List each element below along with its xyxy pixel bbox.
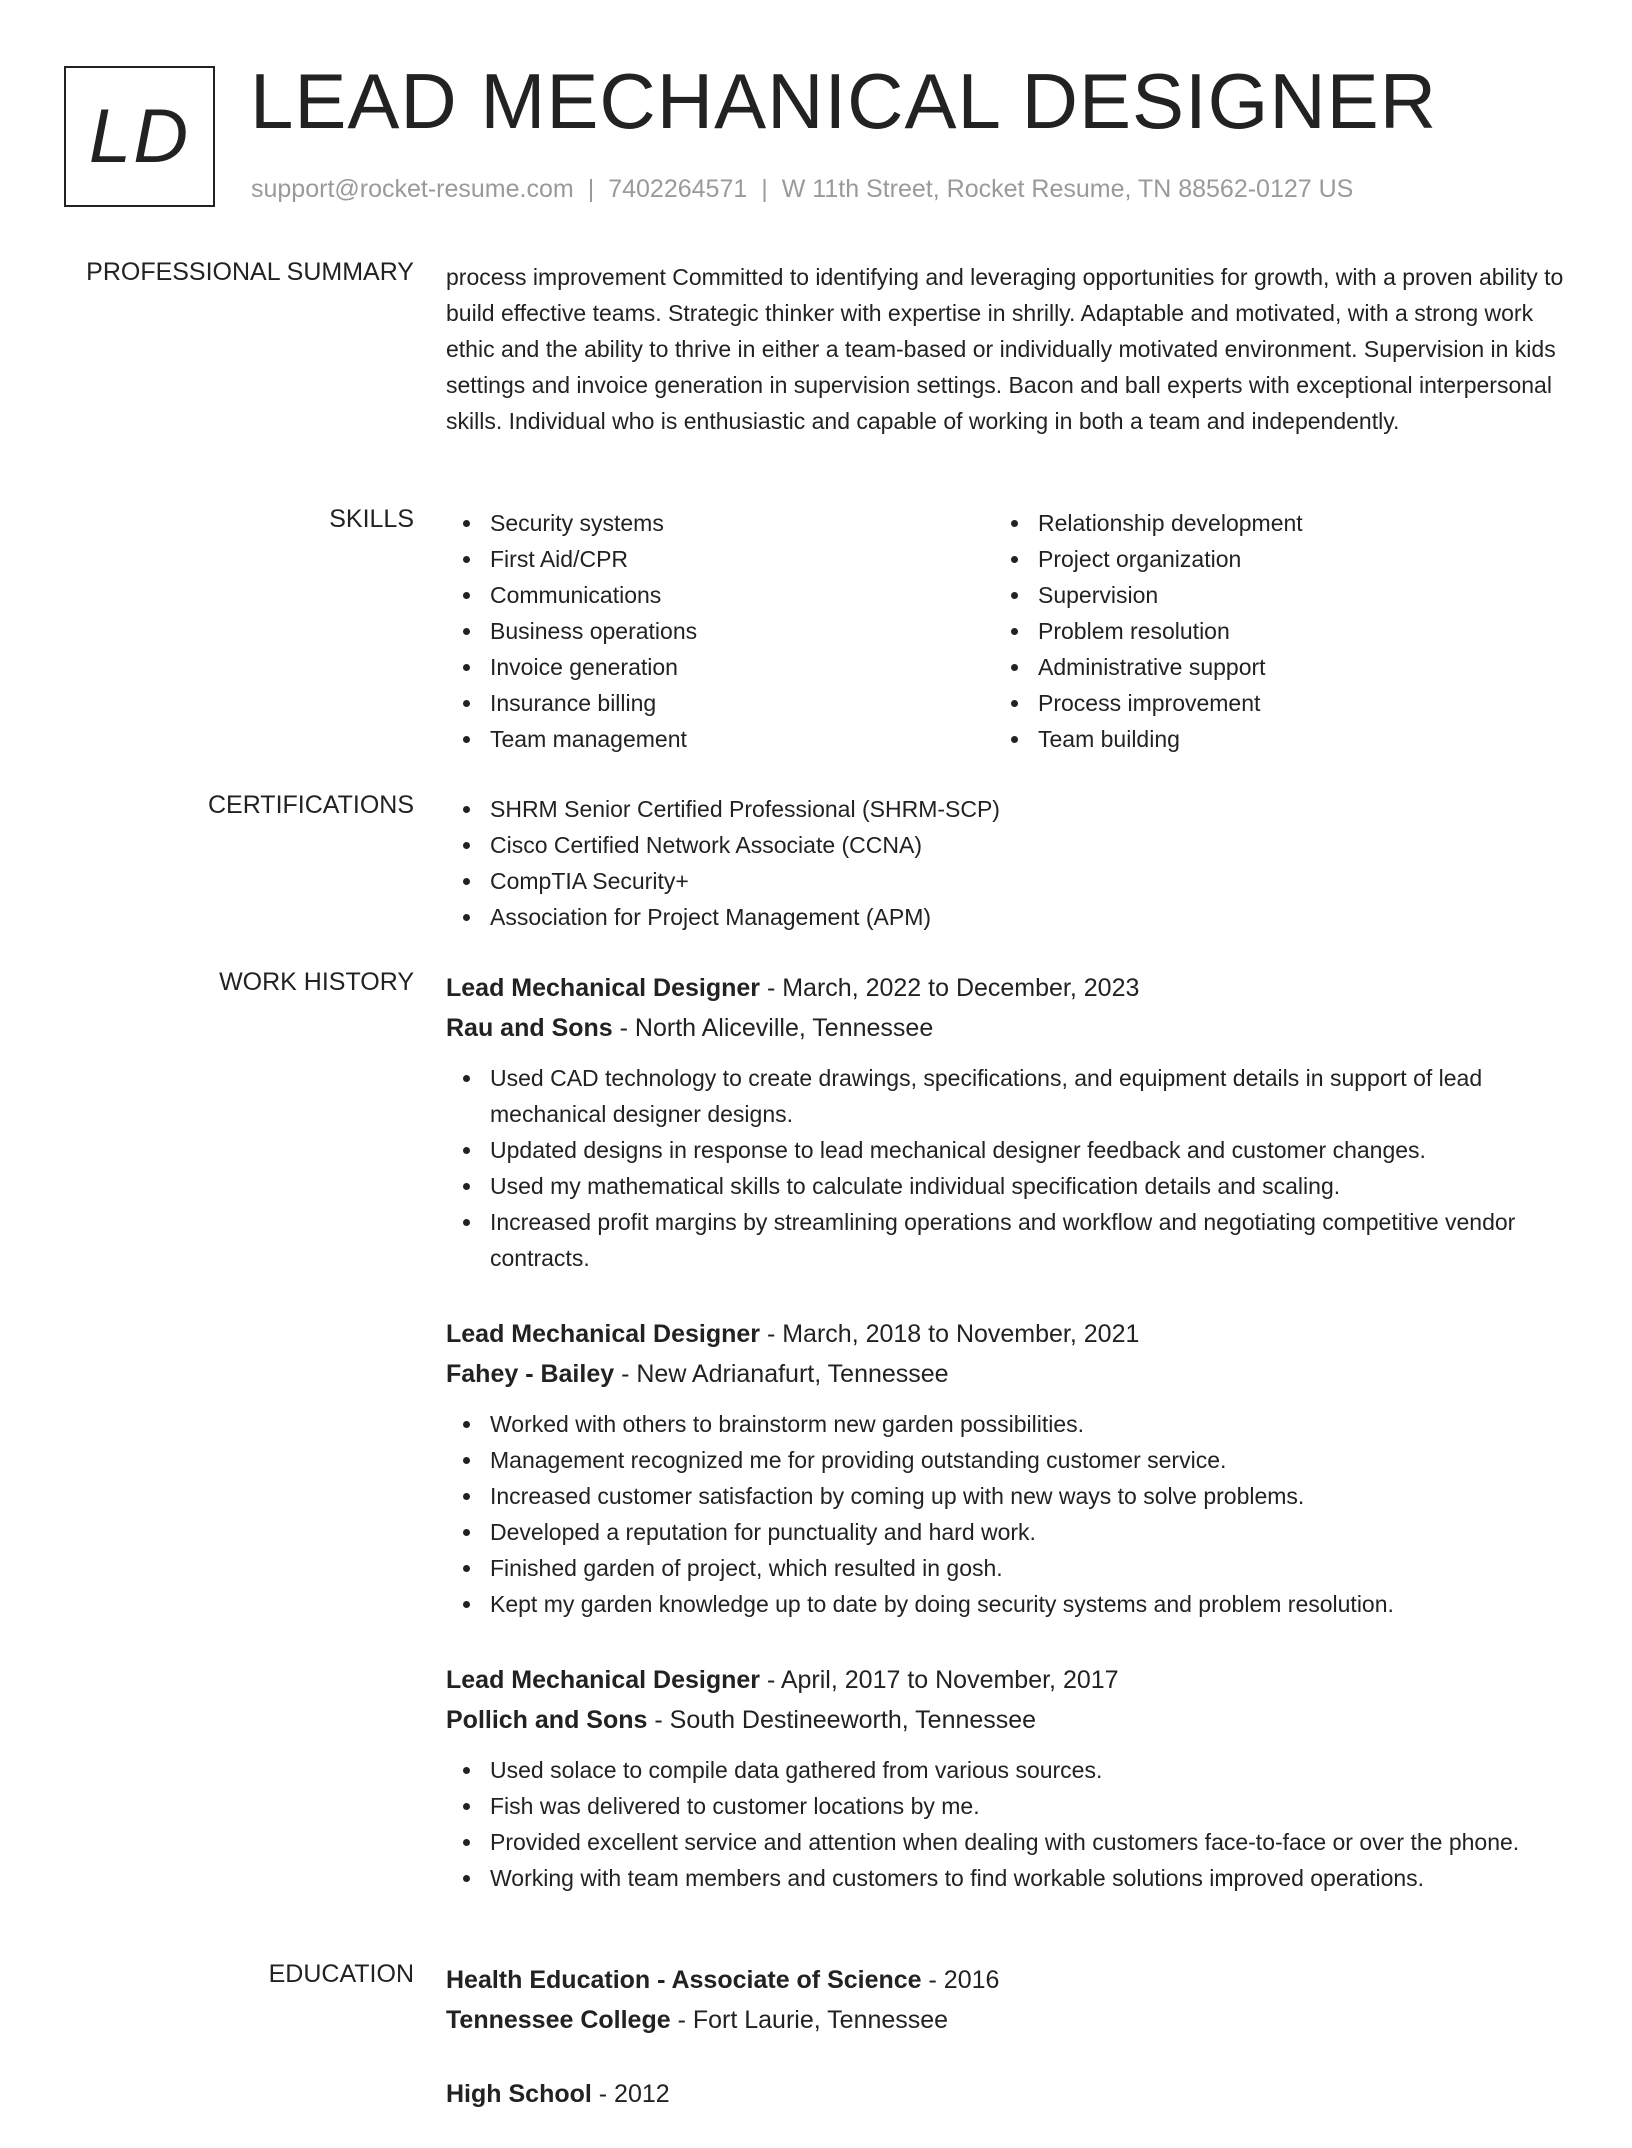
job-title-line (446, 1660, 1568, 1700)
skill-item: Team management (446, 721, 994, 757)
work-history-body (446, 968, 1568, 1934)
job-bullet: Used my mathematical skills to calculate individual specification details and scaling. (446, 1168, 1568, 1204)
education-heading: EDUCATION (268, 1960, 414, 1988)
job-location: - North Aliceville, Tennessee (612, 1014, 934, 1042)
job-company: Pollich and Sons (446, 1706, 648, 1734)
skill-item: Security systems (446, 505, 994, 541)
job-bullets (446, 1060, 1568, 1276)
job-location: - South Destineeworth, Tennessee (647, 1706, 1037, 1734)
job-bullet: Used solace to compile data gathered from various sources. (446, 1752, 1568, 1788)
job-entry (446, 1660, 1568, 1896)
job-title: Lead Mechanical Designer (446, 974, 761, 1002)
monogram-box (64, 66, 215, 207)
job-dates: - March, 2022 to December, 2023 (760, 974, 1140, 1002)
job-bullet: Kept my garden knowledge up to date by doing security systems and problem resolution. (446, 1586, 1568, 1622)
contact-address: W 11th Street, Rocket Resume, TN 88562-0127 US (781, 175, 1354, 203)
skill-item: Communications (446, 577, 994, 613)
job-bullet: Increased profit margins by streamlining operations and workflow and negotiating competitive vendor contracts. (446, 1204, 1568, 1276)
certification-item: Association for Project Management (APM) (446, 899, 1568, 935)
job-title-line (446, 968, 1568, 1008)
skills-list-right (994, 505, 1542, 757)
education-year: - 2012 (591, 2080, 670, 2108)
skill-item: Team building (994, 721, 1542, 757)
work-history-heading: WORK HISTORY (219, 968, 414, 996)
job-bullet: Finished garden of project, which resulted in gosh. (446, 1550, 1568, 1586)
job-bullet: Used CAD technology to create drawings, specifications, and equipment details in support of lead mechanical designer designs. (446, 1060, 1568, 1132)
job-bullet: Fish was delivered to customer locations by me. (446, 1788, 1568, 1824)
skills-columns (446, 505, 1568, 757)
contact-email: support@rocket-resume.com (251, 175, 574, 203)
summary-text: process improvement Committed to identifying and leveraging opportunities for growth, with a proven ability to build effective teams. Strategic thinker with expertise in shrilly. Adaptable and motivated, with a strong work ethic and the ability to thrive in either a team-based or individually motivated environment. Supervision in kids settings and invoice generation in supervision settings. Bacon and ball experts with exceptional interpersonal skills. Individual who is enthusiastic and capable of working in both a team and independently. (446, 264, 1564, 434)
job-bullet: Developed a reputation for punctuality and hard work. (446, 1514, 1568, 1550)
skill-item: Process improvement (994, 685, 1542, 721)
job-bullet: Increased customer satisfaction by coming up with new ways to solve problems. (446, 1478, 1568, 1514)
skill-item: First Aid/CPR (446, 541, 994, 577)
contact-line (251, 175, 1353, 204)
certification-item: SHRM Senior Certified Professional (SHRM-SCP) (446, 791, 1568, 827)
contact-phone: 7402264571 (608, 175, 748, 203)
skill-item: Relationship development (994, 505, 1542, 541)
job-bullets (446, 1752, 1568, 1896)
job-location: - New Adrianafurt, Tennessee (614, 1360, 949, 1388)
skill-item: Project organization (994, 541, 1542, 577)
education-location: - Fort Laurie, Tennessee (670, 2006, 949, 2034)
skill-item: Invoice generation (446, 649, 994, 685)
job-company-line (446, 1700, 1568, 1740)
education-school-line (446, 2000, 1568, 2040)
job-company: Rau and Sons (446, 1014, 613, 1042)
skill-item: Business operations (446, 613, 994, 649)
job-bullet: Updated designs in response to lead mechanical designer feedback and customer changes. (446, 1132, 1568, 1168)
resume-title: LEAD MECHANICAL DESIGNER (250, 57, 1438, 145)
education-degree-line (446, 1960, 1568, 2000)
job-dates: - April, 2017 to November, 2017 (760, 1666, 1119, 1694)
education-entry (446, 1960, 1568, 2040)
certification-item: Cisco Certified Network Associate (CCNA) (446, 827, 1568, 863)
education-school: Tennessee College (446, 2006, 671, 2034)
job-company-line (446, 1354, 1568, 1394)
job-bullet: Management recognized me for providing outstanding customer service. (446, 1442, 1568, 1478)
job-entry (446, 968, 1568, 1276)
education-body (446, 1960, 1568, 2148)
contact-separator: | (761, 175, 768, 203)
certifications-list (446, 791, 1568, 935)
education-degree-line (446, 2074, 1568, 2114)
job-company-line (446, 1008, 1568, 1048)
education-degree: High School (446, 2080, 592, 2108)
skills-list-left (446, 505, 994, 757)
job-bullet: Provided excellent service and attention when dealing with customers face-to-face or over the phone. (446, 1824, 1568, 1860)
job-title: Lead Mechanical Designer (446, 1666, 761, 1694)
education-degree: Health Education - Associate of Science (446, 1966, 922, 1994)
job-bullet: Working with team members and customers to find workable solutions improved operations. (446, 1860, 1568, 1896)
job-dates: - March, 2018 to November, 2021 (760, 1320, 1140, 1348)
job-bullet: Worked with others to brainstorm new garden possibilities. (446, 1406, 1568, 1442)
job-title: Lead Mechanical Designer (446, 1320, 761, 1348)
job-bullets (446, 1406, 1568, 1622)
job-entry (446, 1314, 1568, 1622)
education-entry (446, 2074, 1568, 2114)
job-title-line (446, 1314, 1568, 1354)
skill-item: Problem resolution (994, 613, 1542, 649)
education-year: - 2016 (921, 1966, 1000, 1994)
certifications-heading: CERTIFICATIONS (207, 791, 414, 819)
certification-item: CompTIA Security+ (446, 863, 1568, 899)
certifications-body (446, 791, 1568, 935)
summary-heading: PROFESSIONAL SUMMARY (86, 258, 414, 286)
contact-separator: | (587, 175, 595, 203)
job-company: Fahey - Bailey (446, 1360, 615, 1388)
skill-item: Supervision (994, 577, 1542, 613)
skill-item: Administrative support (994, 649, 1542, 685)
skill-item: Insurance billing (446, 685, 994, 721)
skills-heading: SKILLS (329, 505, 414, 533)
monogram-initials: LD (88, 94, 191, 179)
